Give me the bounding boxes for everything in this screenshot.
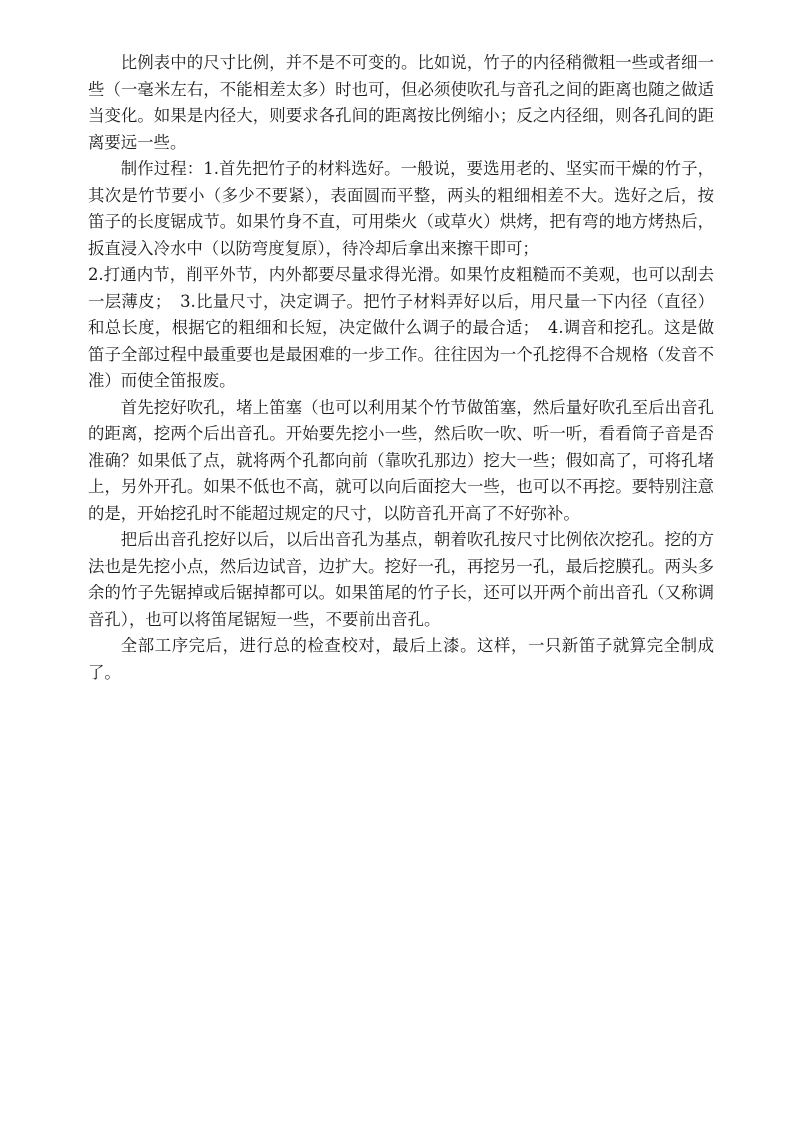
paragraph-process-step-1: 制作过程：1.首先把竹子的材料选好。一般说，要选用老的、坚实而干燥的竹子，其次是竹节要小（多少不要紧），表面圆而平整，两头的粗细相差不大。选好之后，按笛子的长度锯成节。如果竹身不直，可用柴火（或草火）烘烤，把有弯的地方烤热后，扳直浸入冷水中（以防弯度复原），待冷却后拿出来擦干即可；	[88, 159, 714, 258]
paragraph-ratio-note: 比例表中的尺寸比例，并不是不可变的。比如说，竹子的内径稍微粗一些或者细一些（一毫米左右，不能相差太多）时也可，但必须使吹孔与音孔之间的距离也随之做适当变化。如果是内径大，则要求各孔间的距离按比例缩小；反之内径细，则各孔间的距离要远一些。	[88, 53, 714, 152]
paragraph-finishing: 全部工序完后，进行总的检查校对，最后上漆。这样，一只新笛子就算完全制成了。	[88, 636, 714, 682]
document-page	[88, 50, 714, 686]
paragraph-process-steps-2-4: 2.打通内节，削平外节，内外都要尽量求得光滑。如果竹皮粗糙而不美观，也可以刮去一层薄皮； 3.比量尺寸，决定调子。把竹子材料弄好以后，用尺量一下内径（直径）和总长度，根据它的粗细和长短，决定做什么调子的最合适； 4.调音和挖孔。这是做笛子全部过程中最重要也是最困难的一步工作。往往因为一个孔挖得不合规格（发音不准）而使全笛报废。	[88, 265, 714, 390]
paragraph-blow-hole: 首先挖好吹孔，堵上笛塞（也可以利用某个竹节做笛塞，然后量好吹孔至后出音孔的距离，挖两个后出音孔。开始要先挖小一些，然后吹一吹、听一听，看看筒子音是否准确？如果低了点，就将两个孔都向前（靠吹孔那边）挖大一些；假如高了，可将孔堵上，另外开孔。如果不低也不高，就可以向后面挖大一些，也可以不再挖。要特别注意的是，开始挖孔时不能超过规定的尺寸，以防音孔开高了不好弥补。	[88, 397, 714, 523]
paragraph-finger-holes: 把后出音孔挖好以后，以后出音孔为基点，朝着吹孔按尺寸比例依次挖孔。挖的方法也是先挖小点，然后边试音，边扩大。挖好一孔，再挖另一孔，最后挖膜孔。两头多余的竹子先锯掉或后锯掉都可以。如果笛尾的竹子长，还可以开两个前出音孔（又称调音孔），也可以将笛尾锯短一些，不要前出音孔。	[88, 530, 714, 629]
